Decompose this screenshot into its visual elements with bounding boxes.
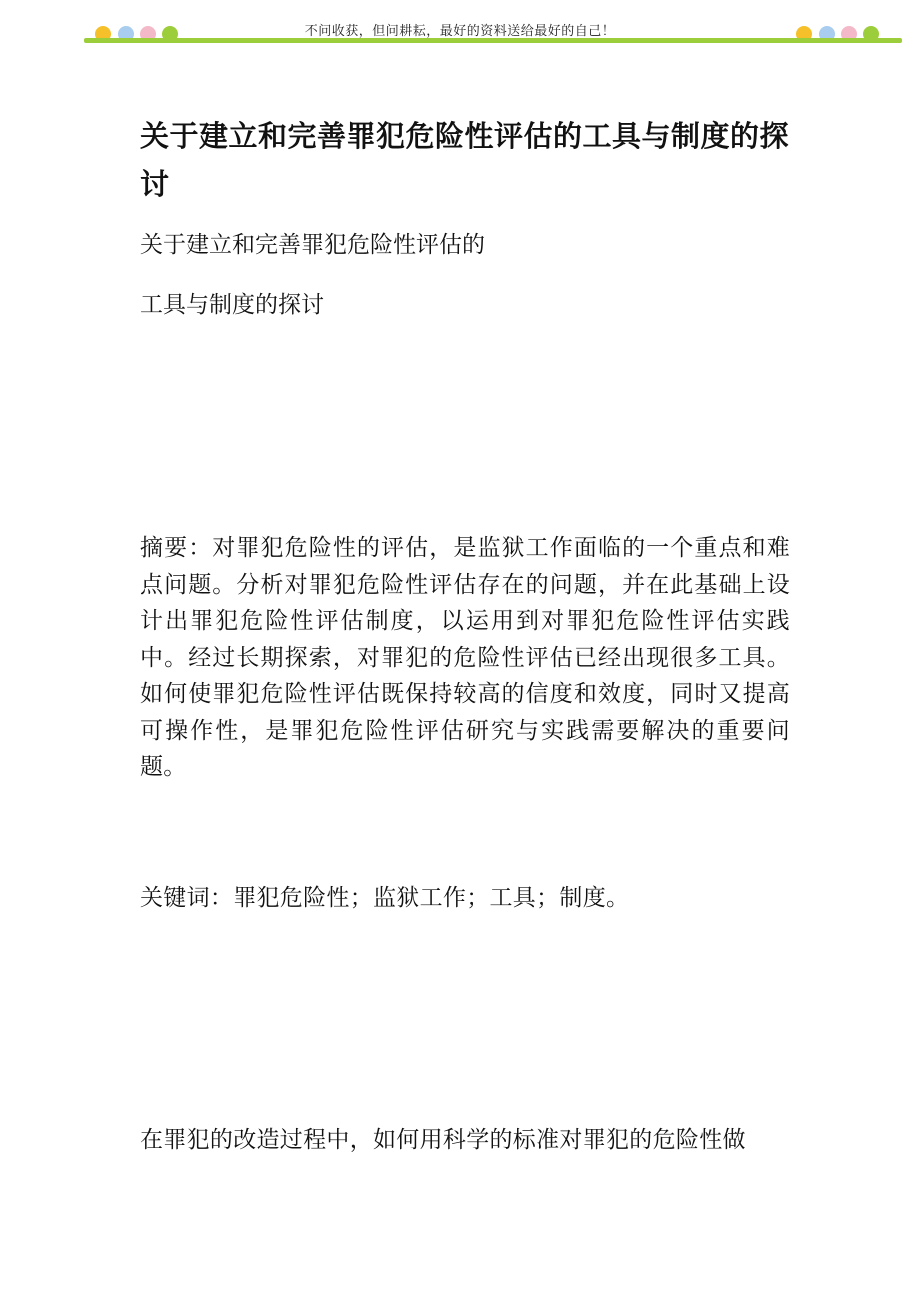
body-paragraph-start: 在罪犯的改造过程中，如何用科学的标准对罪犯的危险性做 (140, 1127, 746, 1153)
subtitle-line-1: 关于建立和完善罪犯危险性评估的 (140, 232, 485, 258)
keywords-paragraph: 关键词：罪犯危险性；监狱工作；工具；制度。 (140, 885, 630, 911)
subtitle-line-2: 工具与制度的探讨 (140, 292, 324, 318)
header-slogan: 不问收获，但问耕耘，最好的资料送给最好的自己！ (304, 24, 616, 39)
abstract-paragraph: 摘要：对罪犯危险性的评估，是监狱工作面临的一个重点和难点问题。分析对罪犯危险性评估存在的问题，并在此基础上设计出罪犯危险性评估制度，以运用到对罪犯危险性评估实践中。经过长期探索，对罪犯的危险性评估已经出现很多工具。如何使罪犯危险性评估既保持较高的信度和效度，同时又提高可操作性，是罪犯危险性评估研究与实践需要解决的重要问题。 (140, 535, 790, 780)
document-title: 关于建立和完善罪犯危险性评估的工具与制度的探讨 (140, 119, 790, 201)
page-header (0, 0, 920, 48)
